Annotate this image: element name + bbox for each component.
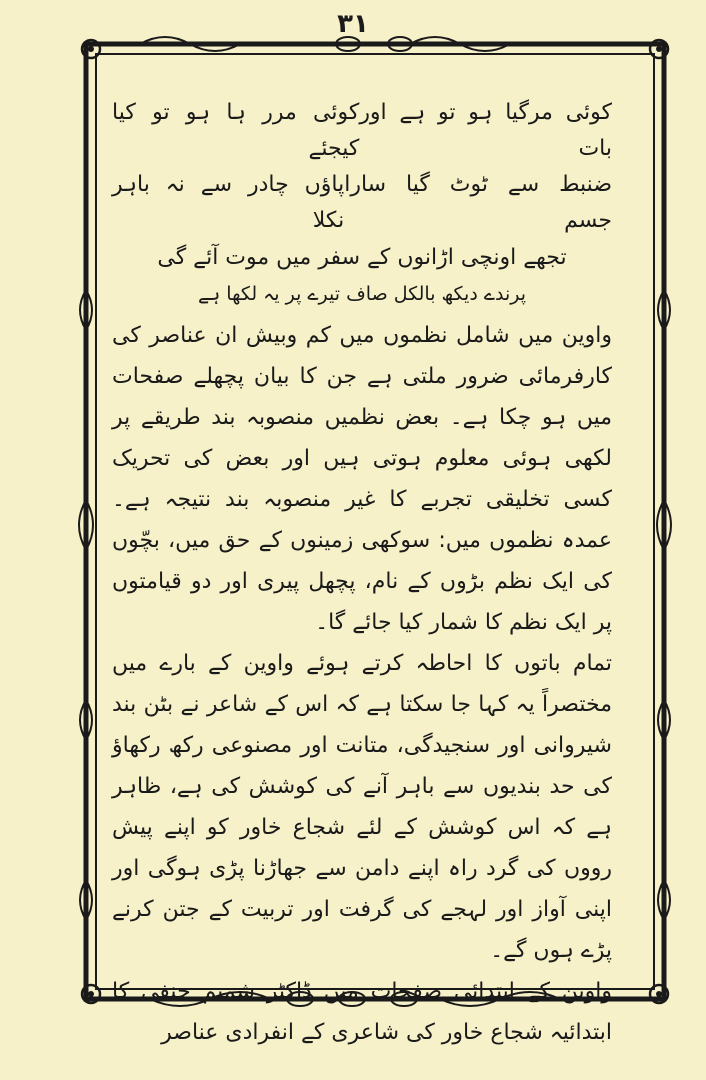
page-number: ۳۱ xyxy=(337,9,369,39)
verse-line-4: پرندے دیکھ بالکل صاف تیرے پر یہ لکھا ہے xyxy=(197,283,527,305)
verse-right: کوئی مرگیا ہو تو ہے اور بات xyxy=(359,100,612,161)
verse-left: کوئی مرر ہا ہو تو کیا کیجئے xyxy=(112,100,360,161)
verse-left: پاؤں چادر سے نہ باہر نکلا xyxy=(112,172,345,233)
verse-right: ضنبط سے ٹوٹ گیا سارا جسم xyxy=(344,172,612,233)
paragraph-2: تمام باتوں کا احاطہ کرتے ہوئے واوین کے بارے میں مختصراً یہ کہا جا سکتا ہے کہ اس کے شاعر نے بٹن بند شیروانی اور سنجیدگی، متانت اور مصنوعی رکھ رکھاؤ کی حد بندیوں سے باہر آنے کی کوشش کی ہے، ظاہر ہے کہ اس کوشش کے لئے شجاع خاور کو اپنے پیش رووں کی گرد راہ اپنے دامن سے جھاڑنا پڑی ہوگی اور اپنی آواز اور لہجے کی گرفت اور تربیت کے جتن کرنے پڑے ہوں گے۔ xyxy=(112,651,612,963)
paragraph-3: واوین کے ابتدائی صفحات میں ڈاکٹر شمیم حنفی کا ابتدائیہ شجاع خاور کی شاعری کے انفرادی عناصر xyxy=(112,979,612,1045)
paragraph-1: واوین میں شامل نظموں میں کم وبیش ان عناصر کی کارفرمائی ضرور ملتی ہے جن کا بیان پچھلے صفحات میں ہو چکا ہے۔ بعض نظمیں منصوبہ بند طریقے پر لکھی ہوئی معلوم ہوتی ہیں اور بعض کی تحریک کسی تخلیقی تجربے کا غیر منصوبہ بند نتیجہ ہے۔ عمدہ نظموں میں: سوکھی زمینوں کے حق میں، بچّوں کی ایک نظم بڑوں کے نام، پچھل پیری اور دو قیامتوں پر ایک نظم کا شمار کیا جائے گا۔ xyxy=(112,323,612,635)
page-content xyxy=(112,95,612,1053)
verse-line-3: تجھے اونچی اڑانوں کے سفر میں موت آئے گی xyxy=(157,245,567,270)
verse-couplet-1 xyxy=(112,95,612,167)
verse-couplet-2 xyxy=(112,167,612,239)
